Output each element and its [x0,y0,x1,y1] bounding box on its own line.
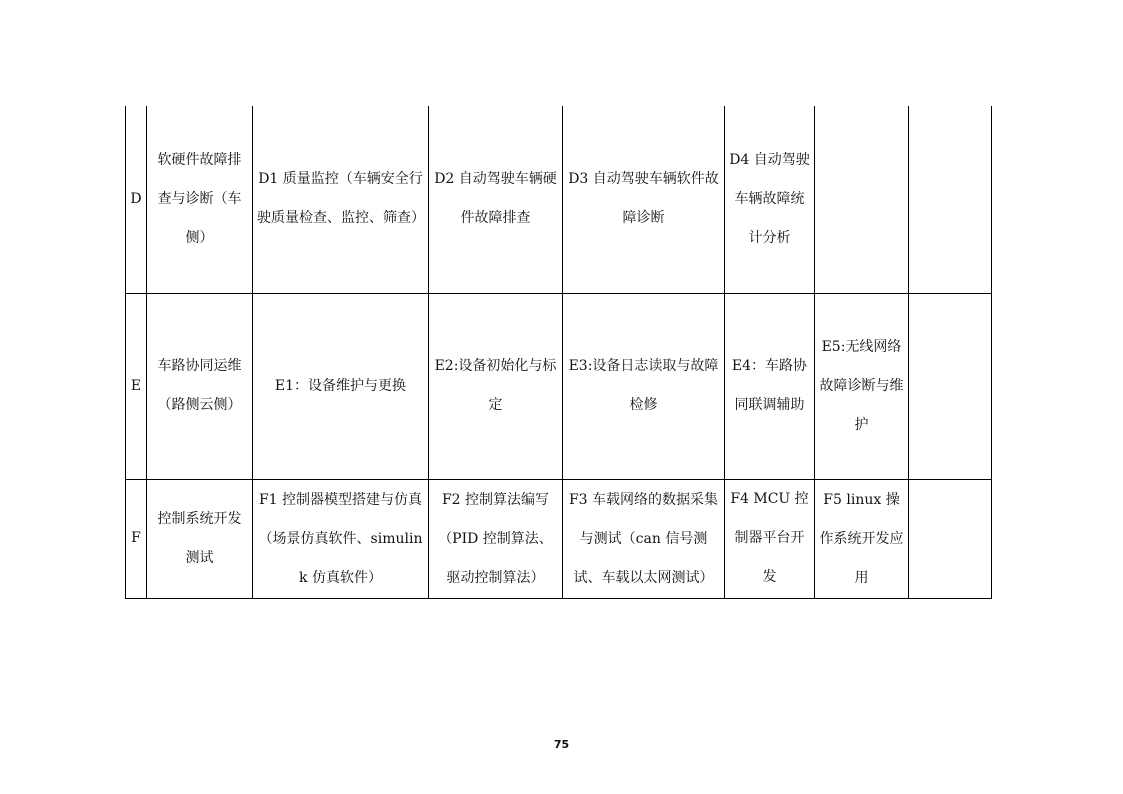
row-code: E [126,293,147,479]
row-code: D [126,106,147,293]
competency-table [125,106,992,599]
task-cell-f1: F1 控制器模型搭建与仿真（场景仿真软件、simulink 仿真软件） [253,479,429,598]
empty-cell [909,106,992,293]
task-cell-d3: D3 自动驾驶车辆软件故障诊断 [563,106,725,293]
task-cell-d4: D4 自动驾驶车辆故障统计分析 [725,106,815,293]
task-cell-d2: D2 自动驾驶车辆硬件故障排查 [429,106,563,293]
page-number: 75 [553,738,570,751]
category-cell: 车路协同运维（路侧云侧） [147,293,253,479]
table-row-f [126,479,992,598]
table-row-d [126,106,992,293]
task-cell-d1: D1 质量监控（车辆安全行驶质量检查、监控、筛查） [253,106,429,293]
task-cell-e2: E2:设备初始化与标定 [429,293,563,479]
empty-cell [909,479,992,598]
task-cell-f3: F3 车载网络的数据采集与测试（can 信号测试、车载以太网测试） [563,479,725,598]
task-cell-e4: E4：车路协同联调辅助 [725,293,815,479]
empty-cell [909,293,992,479]
task-cell-f5: F5 linux 操作系统开发应用 [815,479,909,598]
row-code: F [126,479,147,598]
task-cell-f2: F2 控制算法编写（PID 控制算法、驱动控制算法） [429,479,563,598]
task-cell-e5: E5:无线网络故障诊断与维护 [815,293,909,479]
empty-cell [815,106,909,293]
task-cell-e3: E3:设备日志读取与故障检修 [563,293,725,479]
category-cell: 软硬件故障排查与诊断（车侧） [147,106,253,293]
task-cell-f4: F4 MCU 控制器平台开发 [725,479,815,598]
table-row-e [126,293,992,479]
category-cell: 控制系统开发测试 [147,479,253,598]
task-cell-e1: E1：设备维护与更换 [253,293,429,479]
